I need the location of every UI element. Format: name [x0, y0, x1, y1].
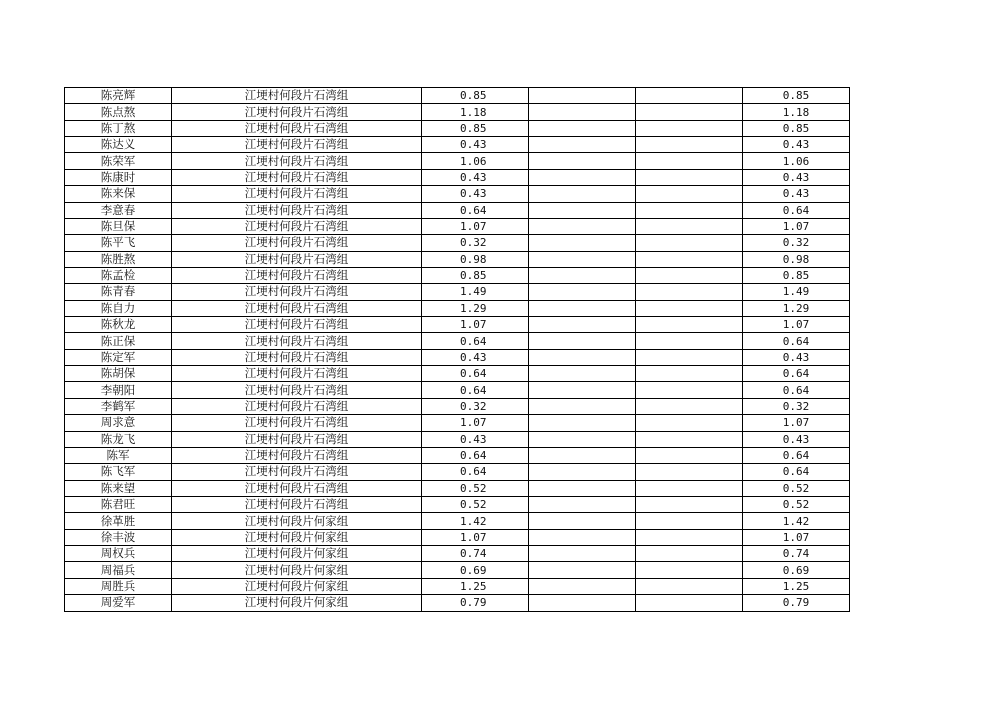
blank-cell — [636, 382, 743, 398]
blank-cell — [636, 104, 743, 120]
address-cell: 江埂村何段片石湾组 — [172, 137, 422, 153]
total-cell: 0.79 — [743, 595, 850, 611]
blank-cell — [636, 300, 743, 316]
area-cell: 0.43 — [422, 186, 529, 202]
area-cell: 1.18 — [422, 104, 529, 120]
area-cell: 0.85 — [422, 88, 529, 104]
name-cell: 李朝阳 — [65, 382, 172, 398]
blank-cell — [636, 137, 743, 153]
name-cell: 陈正保 — [65, 333, 172, 349]
blank-cell — [529, 578, 636, 594]
blank-cell — [636, 447, 743, 463]
blank-cell — [636, 333, 743, 349]
address-cell: 江埂村何段片石湾组 — [172, 333, 422, 349]
blank-cell — [529, 595, 636, 611]
table-row — [65, 464, 850, 480]
name-cell: 周爱军 — [65, 595, 172, 611]
blank-cell — [636, 546, 743, 562]
address-cell: 江埂村何段片石湾组 — [172, 366, 422, 382]
address-cell: 江埂村何段片石湾组 — [172, 88, 422, 104]
name-cell: 陈秋龙 — [65, 317, 172, 333]
address-cell: 江埂村何段片石湾组 — [172, 153, 422, 169]
table-row — [65, 300, 850, 316]
table-row — [65, 235, 850, 251]
blank-cell — [636, 480, 743, 496]
name-cell: 陈君旺 — [65, 496, 172, 512]
blank-cell — [529, 251, 636, 267]
blank-cell — [636, 251, 743, 267]
area-cell: 0.52 — [422, 480, 529, 496]
address-cell: 江埂村何段片石湾组 — [172, 120, 422, 136]
blank-cell — [636, 464, 743, 480]
table-body — [65, 88, 850, 612]
blank-cell — [636, 218, 743, 234]
name-cell: 陈达义 — [65, 137, 172, 153]
blank-cell — [636, 398, 743, 414]
total-cell: 1.25 — [743, 578, 850, 594]
blank-cell — [529, 464, 636, 480]
total-cell: 0.43 — [743, 349, 850, 365]
table-row — [65, 496, 850, 512]
name-cell: 陈来望 — [65, 480, 172, 496]
blank-cell — [636, 120, 743, 136]
name-cell: 陈自力 — [65, 300, 172, 316]
blank-cell — [529, 513, 636, 529]
address-cell: 江埂村何段片石湾组 — [172, 251, 422, 267]
area-cell: 0.64 — [422, 464, 529, 480]
address-cell: 江埂村何段片石湾组 — [172, 284, 422, 300]
total-cell: 1.07 — [743, 218, 850, 234]
name-cell: 陈胜熬 — [65, 251, 172, 267]
total-cell: 0.64 — [743, 366, 850, 382]
table-row — [65, 218, 850, 234]
address-cell: 江埂村何段片石湾组 — [172, 300, 422, 316]
address-cell: 江埂村何段片何家组 — [172, 595, 422, 611]
table-row — [65, 251, 850, 267]
total-cell: 0.85 — [743, 88, 850, 104]
land-area-table — [64, 87, 850, 612]
table-row — [65, 480, 850, 496]
total-cell: 0.52 — [743, 496, 850, 512]
address-cell: 江埂村何段片石湾组 — [172, 447, 422, 463]
address-cell: 江埂村何段片石湾组 — [172, 267, 422, 283]
address-cell: 江埂村何段片石湾组 — [172, 398, 422, 414]
blank-cell — [636, 202, 743, 218]
blank-cell — [529, 120, 636, 136]
blank-cell — [636, 496, 743, 512]
blank-cell — [529, 562, 636, 578]
blank-cell — [529, 267, 636, 283]
total-cell: 1.42 — [743, 513, 850, 529]
name-cell: 陈军 — [65, 447, 172, 463]
name-cell: 陈定军 — [65, 349, 172, 365]
area-cell: 1.25 — [422, 578, 529, 594]
area-cell: 0.52 — [422, 496, 529, 512]
blank-cell — [529, 431, 636, 447]
address-cell: 江埂村何段片石湾组 — [172, 480, 422, 496]
blank-cell — [529, 529, 636, 545]
total-cell: 0.43 — [743, 186, 850, 202]
name-cell: 陈康时 — [65, 169, 172, 185]
table-row — [65, 546, 850, 562]
total-cell: 0.64 — [743, 464, 850, 480]
total-cell: 0.43 — [743, 169, 850, 185]
area-cell: 1.42 — [422, 513, 529, 529]
table-row — [65, 349, 850, 365]
table-row — [65, 120, 850, 136]
blank-cell — [636, 349, 743, 365]
blank-cell — [636, 153, 743, 169]
area-cell: 1.29 — [422, 300, 529, 316]
name-cell: 徐丰波 — [65, 529, 172, 545]
area-cell: 1.07 — [422, 529, 529, 545]
table-row — [65, 169, 850, 185]
blank-cell — [636, 88, 743, 104]
area-cell: 0.64 — [422, 333, 529, 349]
area-cell: 0.85 — [422, 120, 529, 136]
area-cell: 1.49 — [422, 284, 529, 300]
total-cell: 0.43 — [743, 137, 850, 153]
area-cell: 1.07 — [422, 218, 529, 234]
address-cell: 江埂村何段片石湾组 — [172, 464, 422, 480]
blank-cell — [529, 235, 636, 251]
blank-cell — [636, 562, 743, 578]
table-row — [65, 284, 850, 300]
blank-cell — [529, 88, 636, 104]
table-row — [65, 513, 850, 529]
blank-cell — [636, 284, 743, 300]
name-cell: 周福兵 — [65, 562, 172, 578]
name-cell: 周求意 — [65, 415, 172, 431]
area-cell: 0.64 — [422, 202, 529, 218]
address-cell: 江埂村何段片何家组 — [172, 513, 422, 529]
area-cell: 0.79 — [422, 595, 529, 611]
area-cell: 0.74 — [422, 546, 529, 562]
name-cell: 陈来保 — [65, 186, 172, 202]
name-cell: 陈点熬 — [65, 104, 172, 120]
table-row — [65, 186, 850, 202]
name-cell: 李鹤军 — [65, 398, 172, 414]
address-cell: 江埂村何段片石湾组 — [172, 186, 422, 202]
blank-cell — [529, 137, 636, 153]
blank-cell — [529, 169, 636, 185]
address-cell: 江埂村何段片石湾组 — [172, 431, 422, 447]
area-cell: 0.43 — [422, 349, 529, 365]
blank-cell — [529, 186, 636, 202]
area-cell: 1.06 — [422, 153, 529, 169]
total-cell: 1.29 — [743, 300, 850, 316]
table-row — [65, 267, 850, 283]
blank-cell — [529, 366, 636, 382]
total-cell: 1.18 — [743, 104, 850, 120]
blank-cell — [636, 513, 743, 529]
table-row — [65, 202, 850, 218]
total-cell: 0.43 — [743, 431, 850, 447]
total-cell: 0.64 — [743, 382, 850, 398]
name-cell: 陈丁熬 — [65, 120, 172, 136]
area-cell: 0.32 — [422, 235, 529, 251]
table-row — [65, 153, 850, 169]
address-cell: 江埂村何段片何家组 — [172, 546, 422, 562]
table-row — [65, 88, 850, 104]
table-row — [65, 137, 850, 153]
address-cell: 江埂村何段片石湾组 — [172, 169, 422, 185]
total-cell: 0.74 — [743, 546, 850, 562]
blank-cell — [529, 104, 636, 120]
area-cell: 1.07 — [422, 317, 529, 333]
area-cell: 0.43 — [422, 169, 529, 185]
blank-cell — [636, 235, 743, 251]
blank-cell — [636, 169, 743, 185]
table-row — [65, 595, 850, 611]
name-cell: 周权兵 — [65, 546, 172, 562]
area-cell: 0.64 — [422, 366, 529, 382]
address-cell: 江埂村何段片石湾组 — [172, 218, 422, 234]
blank-cell — [529, 284, 636, 300]
blank-cell — [529, 349, 636, 365]
blank-cell — [529, 546, 636, 562]
total-cell: 1.07 — [743, 529, 850, 545]
table-row — [65, 398, 850, 414]
table-row — [65, 578, 850, 594]
blank-cell — [636, 317, 743, 333]
name-cell: 陈荣军 — [65, 153, 172, 169]
total-cell: 1.07 — [743, 415, 850, 431]
area-cell: 0.69 — [422, 562, 529, 578]
name-cell: 陈青春 — [65, 284, 172, 300]
area-cell: 0.98 — [422, 251, 529, 267]
address-cell: 江埂村何段片石湾组 — [172, 382, 422, 398]
total-cell: 0.85 — [743, 120, 850, 136]
table-row — [65, 447, 850, 463]
total-cell: 0.98 — [743, 251, 850, 267]
area-cell: 0.43 — [422, 431, 529, 447]
name-cell: 李意春 — [65, 202, 172, 218]
address-cell: 江埂村何段片石湾组 — [172, 202, 422, 218]
blank-cell — [636, 186, 743, 202]
blank-cell — [529, 447, 636, 463]
blank-cell — [636, 578, 743, 594]
address-cell: 江埂村何段片何家组 — [172, 578, 422, 594]
area-cell: 0.64 — [422, 382, 529, 398]
name-cell: 周胜兵 — [65, 578, 172, 594]
name-cell: 陈平飞 — [65, 235, 172, 251]
name-cell: 徐革胜 — [65, 513, 172, 529]
total-cell: 0.32 — [743, 398, 850, 414]
table-row — [65, 382, 850, 398]
address-cell: 江埂村何段片石湾组 — [172, 235, 422, 251]
table-row — [65, 333, 850, 349]
total-cell: 1.07 — [743, 317, 850, 333]
table-row — [65, 431, 850, 447]
total-cell: 0.52 — [743, 480, 850, 496]
area-cell: 1.07 — [422, 415, 529, 431]
blank-cell — [636, 595, 743, 611]
area-cell: 0.43 — [422, 137, 529, 153]
total-cell: 0.64 — [743, 447, 850, 463]
blank-cell — [529, 218, 636, 234]
total-cell: 0.69 — [743, 562, 850, 578]
blank-cell — [529, 317, 636, 333]
name-cell: 陈飞军 — [65, 464, 172, 480]
address-cell: 江埂村何段片石湾组 — [172, 349, 422, 365]
total-cell: 1.06 — [743, 153, 850, 169]
blank-cell — [636, 366, 743, 382]
blank-cell — [529, 202, 636, 218]
total-cell: 0.64 — [743, 202, 850, 218]
table-row — [65, 415, 850, 431]
blank-cell — [529, 480, 636, 496]
address-cell: 江埂村何段片石湾组 — [172, 317, 422, 333]
blank-cell — [529, 153, 636, 169]
area-cell: 0.32 — [422, 398, 529, 414]
blank-cell — [636, 415, 743, 431]
blank-cell — [529, 333, 636, 349]
address-cell: 江埂村何段片何家组 — [172, 562, 422, 578]
table-row — [65, 562, 850, 578]
total-cell: 0.85 — [743, 267, 850, 283]
blank-cell — [529, 382, 636, 398]
total-cell: 0.32 — [743, 235, 850, 251]
blank-cell — [636, 267, 743, 283]
blank-cell — [529, 415, 636, 431]
blank-cell — [529, 496, 636, 512]
table-row — [65, 317, 850, 333]
name-cell: 陈龙飞 — [65, 431, 172, 447]
table-row — [65, 529, 850, 545]
table-row — [65, 366, 850, 382]
blank-cell — [636, 431, 743, 447]
address-cell: 江埂村何段片石湾组 — [172, 496, 422, 512]
blank-cell — [529, 398, 636, 414]
address-cell: 江埂村何段片石湾组 — [172, 415, 422, 431]
table-row — [65, 104, 850, 120]
address-cell: 江埂村何段片石湾组 — [172, 104, 422, 120]
blank-cell — [529, 300, 636, 316]
total-cell: 0.64 — [743, 333, 850, 349]
name-cell: 陈孟检 — [65, 267, 172, 283]
area-cell: 0.85 — [422, 267, 529, 283]
name-cell: 陈亮辉 — [65, 88, 172, 104]
address-cell: 江埂村何段片何家组 — [172, 529, 422, 545]
blank-cell — [636, 529, 743, 545]
name-cell: 陈旦保 — [65, 218, 172, 234]
total-cell: 1.49 — [743, 284, 850, 300]
area-cell: 0.64 — [422, 447, 529, 463]
name-cell: 陈胡保 — [65, 366, 172, 382]
